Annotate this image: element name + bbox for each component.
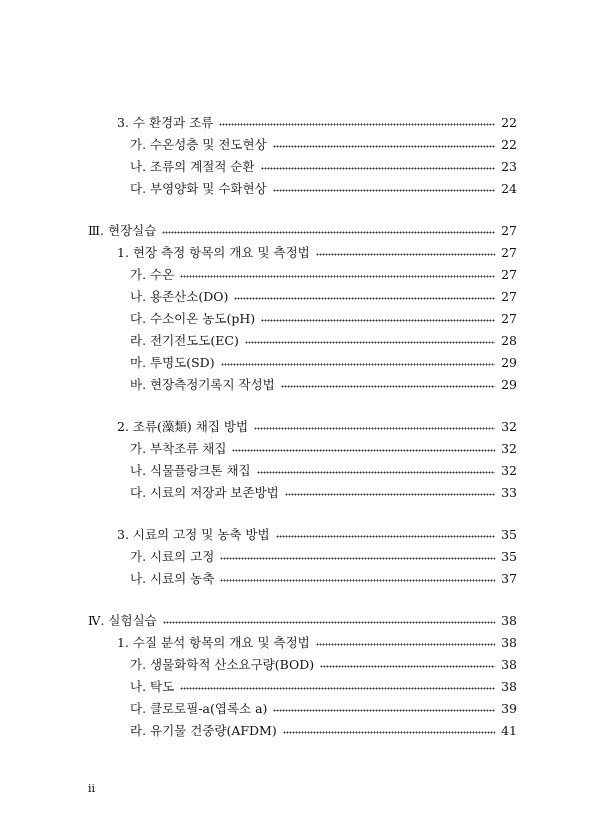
toc-entry-label: 나. 시료의 농축 xyxy=(130,571,215,586)
leader-dots xyxy=(163,621,495,624)
leader-dots xyxy=(261,319,495,322)
toc-entry-page: 38 xyxy=(501,678,517,694)
leader-dots xyxy=(180,687,495,690)
toc-entry-page: 35 xyxy=(501,526,517,542)
toc-entry[interactable] xyxy=(117,242,517,262)
toc-entry[interactable] xyxy=(130,156,517,176)
toc-entry-label: 가. 시료의 고정 xyxy=(130,549,215,564)
toc-entry[interactable] xyxy=(130,568,517,588)
toc-entry[interactable] xyxy=(117,632,517,652)
toc-chapter[interactable] xyxy=(88,220,517,240)
toc-entry-page: 38 xyxy=(501,612,517,628)
toc-entry[interactable] xyxy=(130,308,517,328)
toc-entry[interactable] xyxy=(130,178,517,198)
toc-entry[interactable] xyxy=(130,676,517,696)
toc-entry-label: 나. 식물플랑크톤 채집 xyxy=(130,463,251,478)
toc-entry-label: 1. 수질 분석 항목의 개요 및 측정법 xyxy=(117,635,310,650)
toc-entry-label: 라. 유기물 건중량(AFDM) xyxy=(130,723,277,738)
toc-entry[interactable] xyxy=(130,654,517,674)
toc-entry-page: 22 xyxy=(501,114,517,130)
leader-dots xyxy=(273,189,495,192)
leader-dots xyxy=(281,385,495,388)
leader-dots xyxy=(232,449,495,452)
toc-entry[interactable] xyxy=(130,546,517,566)
leader-dots xyxy=(180,275,495,278)
toc-entry-label: 바. 현장측정기록지 작성법 xyxy=(130,377,275,392)
toc-entry[interactable] xyxy=(117,112,517,132)
toc-entry-label: 가. 수온 xyxy=(130,267,175,282)
toc-entry-label: 가. 수온성층 및 전도현상 xyxy=(130,137,267,152)
toc-entry-label: 다. 시료의 저장과 보존방법 xyxy=(130,485,279,500)
leader-dots xyxy=(320,665,495,668)
toc-entry-page: 23 xyxy=(501,158,517,174)
leader-dots xyxy=(283,731,495,734)
toc-entry-label: 다. 부영양화 및 수화현상 xyxy=(130,181,267,196)
toc-entry-page: 28 xyxy=(501,332,517,348)
leader-dots xyxy=(261,167,496,170)
toc-entry-label: 마. 투명도(SD) xyxy=(130,355,215,370)
toc-entry-page: 33 xyxy=(501,484,517,500)
toc-entry[interactable] xyxy=(130,460,517,480)
leader-dots xyxy=(220,579,495,582)
toc-entry-page: 38 xyxy=(501,634,517,650)
toc-entry-page: 32 xyxy=(501,462,517,478)
leader-dots xyxy=(245,341,495,344)
toc-entry[interactable] xyxy=(130,698,517,718)
leader-dots xyxy=(257,471,495,474)
toc-entry[interactable] xyxy=(130,720,517,740)
footer-page-number: ii xyxy=(88,782,96,795)
toc-entry-page: 37 xyxy=(501,570,517,586)
toc-entry-label: 나. 탁도 xyxy=(130,679,175,694)
leader-dots xyxy=(220,557,495,560)
leader-dots xyxy=(234,297,495,300)
toc-entry-page: 22 xyxy=(501,136,517,152)
toc-entry[interactable] xyxy=(130,438,517,458)
toc-entry-page: 41 xyxy=(501,722,517,738)
toc-entry-page: 32 xyxy=(501,440,517,456)
leader-dots xyxy=(276,535,496,538)
toc-entry[interactable] xyxy=(117,524,517,544)
toc-entry-page: 32 xyxy=(501,418,517,434)
leader-dots xyxy=(254,427,495,430)
toc-entry-page: 27 xyxy=(501,288,517,304)
toc-entry-label: 나. 용존산소(DO) xyxy=(130,289,229,304)
toc-entry-label: 나. 조류의 계절적 순환 xyxy=(130,159,255,174)
toc-entry-page: 27 xyxy=(501,266,517,282)
toc-entry[interactable] xyxy=(130,352,517,372)
leader-dots xyxy=(316,253,495,256)
toc-entry-page: 27 xyxy=(501,244,517,260)
toc-entry-page: 24 xyxy=(501,180,517,196)
leader-dots xyxy=(219,123,495,126)
leader-dots xyxy=(221,363,496,366)
toc-entry-label: Ⅳ. 실험실습 xyxy=(88,613,157,628)
toc-entry[interactable] xyxy=(130,264,517,284)
leader-dots xyxy=(316,643,495,646)
toc-entry-label: 3. 시료의 고정 및 농축 방법 xyxy=(117,527,270,542)
toc-entry[interactable] xyxy=(130,330,517,350)
toc-entry-page: 27 xyxy=(501,310,517,326)
toc-entry-page: 38 xyxy=(501,656,517,672)
toc-entry-label: 2. 조류(藻類) 채집 방법 xyxy=(117,419,249,434)
toc-entry-label: 라. 전기전도도(EC) xyxy=(130,333,239,348)
toc-entry-label: Ⅲ. 현장실습 xyxy=(88,223,157,238)
leader-dots xyxy=(285,493,495,496)
toc-entry-label: 가. 생물화학적 산소요구량(BOD) xyxy=(130,657,315,672)
toc-entry-label: 1. 현장 측정 항목의 개요 및 측정법 xyxy=(117,245,310,260)
toc-entry-page: 35 xyxy=(501,548,517,564)
leader-dots xyxy=(273,709,495,712)
toc-entry-page: 29 xyxy=(501,354,517,370)
toc-entry-page: 39 xyxy=(501,700,517,716)
toc-entry-label: 가. 부착조류 채집 xyxy=(130,441,227,456)
toc-entry-page: 29 xyxy=(501,376,517,392)
toc-entry[interactable] xyxy=(130,482,517,502)
toc-entry-label: 3. 수 환경과 조류 xyxy=(117,115,214,130)
leader-dots xyxy=(162,231,495,234)
leader-dots xyxy=(273,145,495,148)
toc-entry-label: 다. 클로로필-a(엽록소 a) xyxy=(130,701,268,716)
toc-entry-label: 다. 수소이온 농도(pH) xyxy=(130,311,256,326)
toc-entry[interactable] xyxy=(130,374,517,394)
toc-entry-page: 27 xyxy=(501,222,517,238)
toc-entry[interactable] xyxy=(117,416,517,436)
toc-entry[interactable] xyxy=(130,286,517,306)
toc-entry[interactable] xyxy=(130,134,517,154)
toc-chapter[interactable] xyxy=(88,610,517,630)
